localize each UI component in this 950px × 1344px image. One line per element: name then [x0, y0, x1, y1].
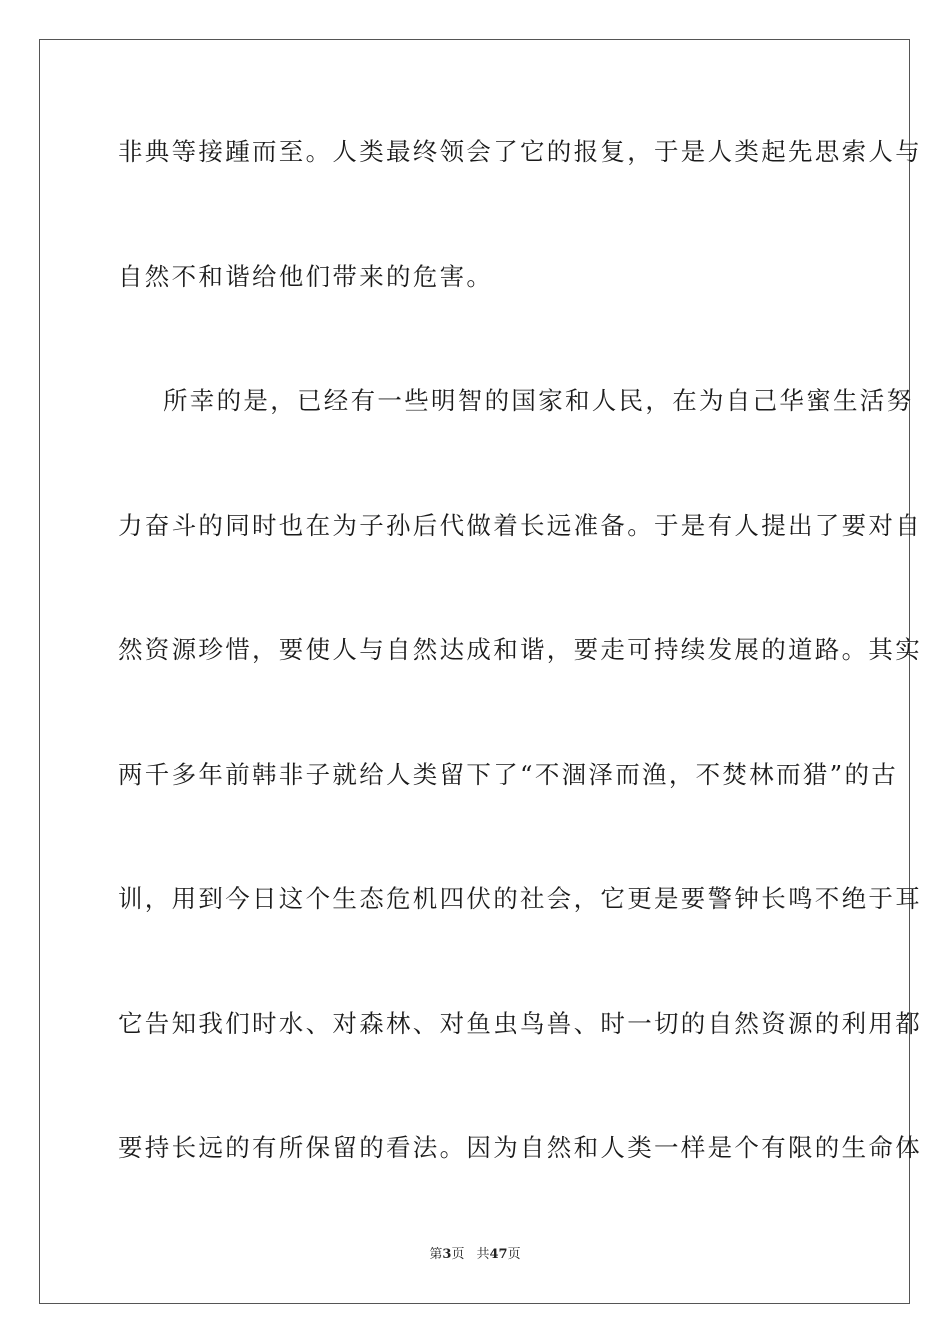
- paragraph-start-line: 所幸的是，已经有一些明智的国家和人民，在为自己华蜜生活努: [163, 386, 914, 415]
- page-number: 3: [442, 1247, 452, 1262]
- total-prefix: 共: [476, 1247, 490, 1262]
- text-line-8: 它告知我们时水、对森林、对鱼虫鸟兽、时一切的自然资源的利用都: [118, 1009, 922, 1038]
- text-line-6: 两千多年前韩非子就给人类留下了“不涸泽而渔，不焚林而猎”的古: [118, 760, 899, 789]
- text-line-2: 自然不和谐给他们带来的危害。: [118, 262, 494, 291]
- page-border: [39, 39, 922, 1304]
- total-pages: 47: [489, 1247, 508, 1262]
- total-suffix: 页: [507, 1247, 521, 1262]
- text-line-5: 然资源珍惜，要使人与自然达成和谐，要走可持续发展的道路。其实: [118, 635, 922, 664]
- text-line-7: 训，用到今日这个生态危机四伏的社会，它更是要警钟长鸣不绝于耳: [118, 884, 922, 913]
- page-footer: [0, 1246, 950, 1264]
- text-line-4: 力奋斗的同时也在为子孙后代做着长远准备。于是有人提出了要对自: [118, 511, 922, 540]
- page-suffix: 页: [451, 1247, 465, 1262]
- text-line-9: 要持长远的有所保留的看法。因为自然和人类一样是个有限的生命体: [118, 1133, 922, 1162]
- text-line-1: 非典等接踵而至。人类最终领会了它的报复，于是人类起先思索人与: [118, 137, 922, 166]
- page-prefix: 第: [429, 1247, 443, 1262]
